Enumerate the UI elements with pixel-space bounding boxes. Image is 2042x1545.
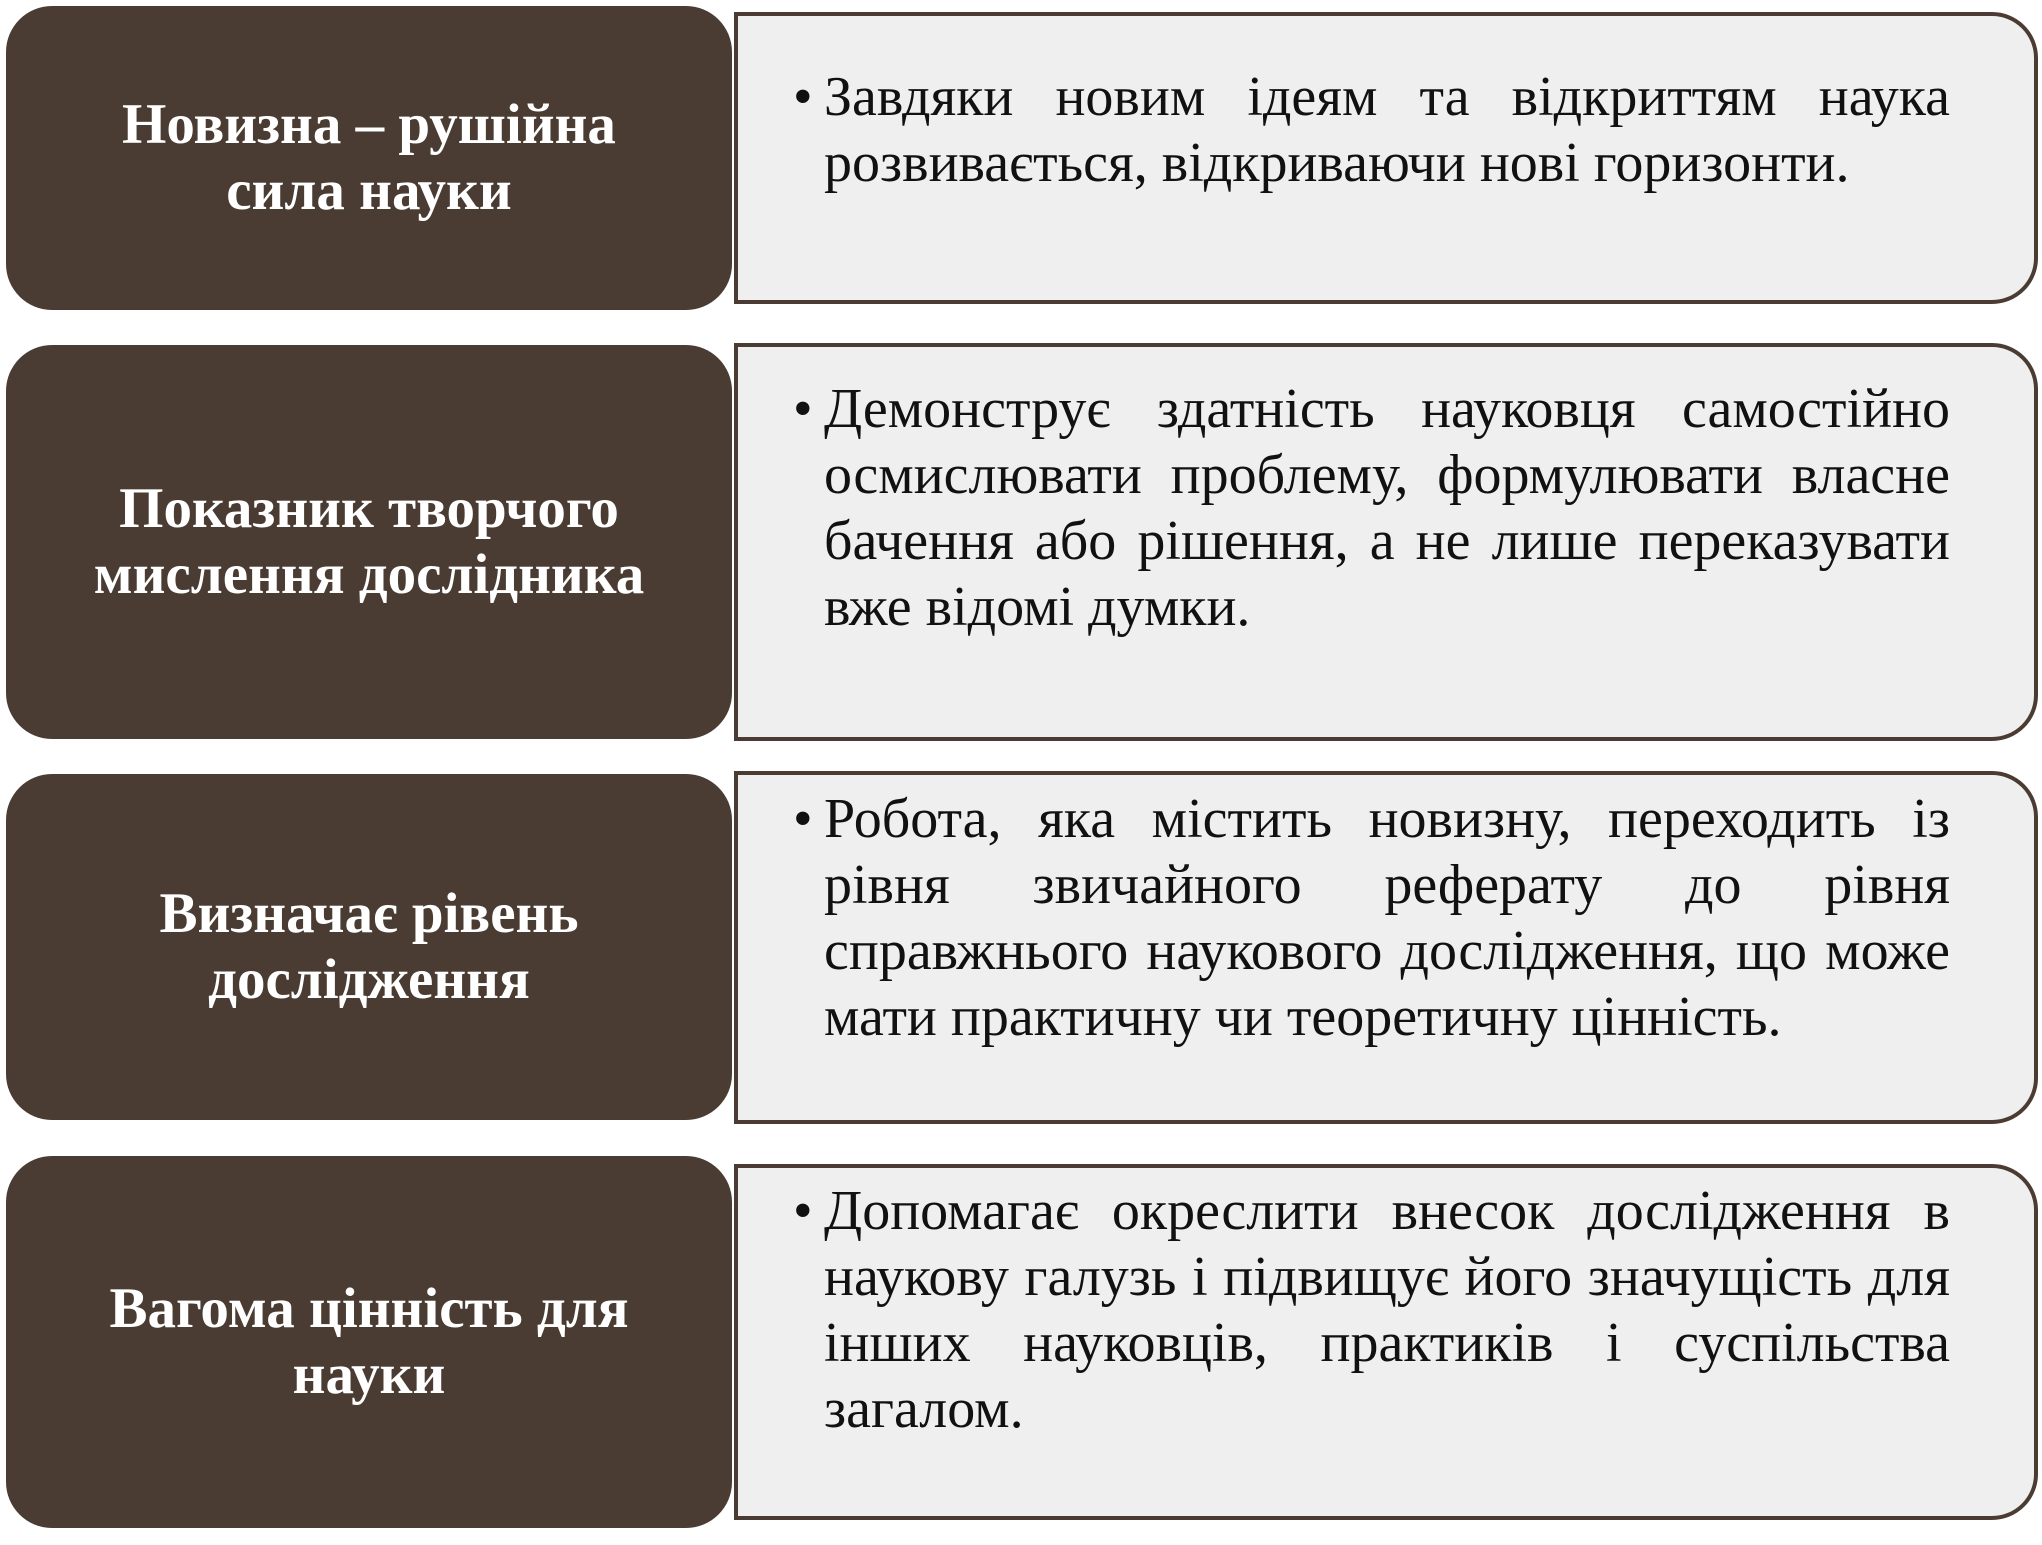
row-2-bullet-dot: • (793, 378, 813, 440)
row-2-text: Демонструє здатність науковця самостійно осмислювати проблему, формулювати власне бачення або рішення, а не лише переказувати вже відомі думки. (824, 378, 1950, 638)
row-3-content-box (734, 771, 2038, 1124)
row-4-text: Допомагає окреслити внесок дослідження в наукову галузь і підвищує його значущість для інших науковців, практиків і суспільства загалом. (824, 1180, 1950, 1440)
row-2-bullet-item (793, 376, 1950, 640)
row-2-label-box (6, 345, 732, 739)
row-1-content-box (734, 12, 2038, 304)
row-3-text: Робота, яка містить новизну, переходить із рівня звичайного реферату до рівня справжнього наукового дослідження, що може мати практичну чи теоретичну цінність. (824, 788, 1950, 1048)
row-3-label: Визначає рівень дослідження (159, 882, 579, 1011)
row-1-label: Новизна – рушійна сила науки (122, 93, 616, 222)
row-3-bullet-item (793, 786, 1950, 1050)
row-4-label: Вагома цінність для науки (109, 1277, 629, 1406)
row-2-label: Показник творчого мислення дослідника (93, 477, 645, 606)
row-1-bullet-dot: • (793, 66, 813, 128)
row-1-text: Завдяки новим ідеям та відкриттям наука розвивається, відкриваючи нові горизонти. (824, 66, 1950, 194)
row-3-label-box (6, 774, 732, 1120)
row-4-label-box (6, 1156, 732, 1528)
row-2-content-box (734, 343, 2038, 741)
row-4-bullet-item (793, 1178, 1950, 1442)
row-4-bullet-dot: • (793, 1180, 813, 1242)
row-1-bullet-item (793, 64, 1950, 196)
row-4-content-box (734, 1164, 2038, 1520)
row-1-label-box (6, 6, 732, 310)
row-3-bullet-dot: • (793, 788, 813, 850)
